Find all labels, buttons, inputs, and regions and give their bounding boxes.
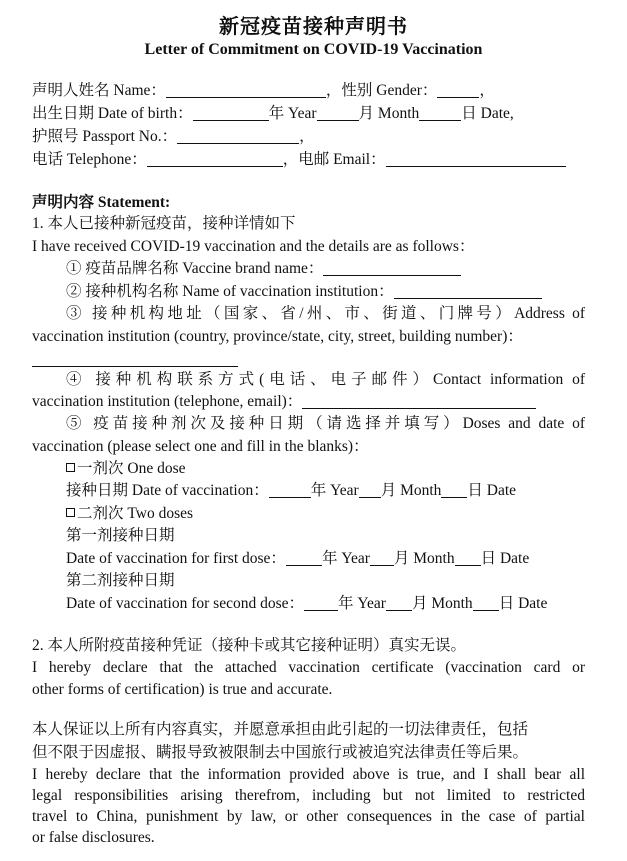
first-dose-day-label: 日 Date xyxy=(480,550,530,567)
address-field[interactable] xyxy=(32,351,238,367)
second-dose-year-field[interactable] xyxy=(304,595,338,611)
one-dose-month-field[interactable] xyxy=(359,482,381,498)
contact-field[interactable] xyxy=(302,393,536,409)
institution-field[interactable] xyxy=(394,283,542,299)
one-dose-checkbox[interactable] xyxy=(66,463,75,472)
first-dose-label: Date of vaccination for first dose： xyxy=(66,550,286,567)
dob-day-field[interactable] xyxy=(419,105,461,121)
one-dose-day-label: 日 Date xyxy=(467,482,517,499)
first-dose-month-label: 月 Month xyxy=(393,550,455,567)
item2-en-line-1: I hereby declare that the attached vaccination certificate (vaccination card or xyxy=(32,659,585,676)
second-dose-date-row xyxy=(66,594,547,614)
first-dose-month-field[interactable] xyxy=(370,550,394,566)
dob-month-label: 月 Month xyxy=(358,105,420,122)
name-label: 声明人姓名 Name： xyxy=(32,82,166,99)
one-dose-month-label: 月 Month xyxy=(380,482,442,499)
dob-row xyxy=(32,104,514,124)
gender-field[interactable] xyxy=(437,82,479,98)
two-doses-label: 二剂次 Two doses xyxy=(77,505,194,522)
name-gender-row xyxy=(32,81,495,101)
contact-line-1: ④ 接种机构联系方式(电话、电子邮件）Contact information of xyxy=(66,371,585,388)
second-dose-cn: 第二剂接种日期 xyxy=(66,572,175,589)
document-title-en: Letter of Commitment on COVID-19 Vaccination xyxy=(144,41,483,58)
dob-year-label: 年 Year xyxy=(268,105,317,122)
guarantee-en-line-3: travel to China, punishment by law, or other consequences in the case of partial xyxy=(32,808,585,825)
second-dose-day-label: 日 Date xyxy=(498,595,548,612)
email-field[interactable] xyxy=(386,151,566,167)
passport-row xyxy=(32,127,315,147)
second-dose-day-field[interactable] xyxy=(473,595,499,611)
second-dose-month-field[interactable] xyxy=(386,595,412,611)
one-dose-row xyxy=(66,459,186,479)
second-dose-year-label: 年 Year xyxy=(338,595,386,612)
contact-row xyxy=(32,150,566,170)
guarantee-cn-line-1: 本人保证以上所有内容真实，并愿意承担由此引起的一切法律责任，包括 xyxy=(32,721,529,738)
one-dose-year-label: 年 Year xyxy=(310,482,359,499)
passport-end: ， xyxy=(299,128,315,145)
guarantee-en-line-1: I hereby declare that the information provided above is true, and I shall bear all xyxy=(32,766,585,783)
dob-month-field[interactable] xyxy=(317,105,359,121)
statement-heading: 声明内容 Statement: xyxy=(32,194,171,211)
first-dose-year-label: 年 Year xyxy=(321,550,370,567)
one-dose-label: 一剂次 One dose xyxy=(77,460,186,477)
two-doses-checkbox[interactable] xyxy=(66,508,75,517)
one-dose-date-row xyxy=(66,481,516,501)
item1-en: I have received COVID-19 vaccination and the details are as follows： xyxy=(32,238,475,255)
second-dose-label: Date of vaccination for second dose： xyxy=(66,595,305,612)
doses-line-1: ⑤ 疫苗接种剂次及接种日期（请选择并填写）Doses and date of xyxy=(66,415,585,432)
first-dose-cn: 第一剂接种日期 xyxy=(66,527,175,544)
document-title-cn: 新冠疫苗接种声明书 xyxy=(219,14,408,38)
one-dose-year-field[interactable] xyxy=(269,482,311,498)
first-dose-year-field[interactable] xyxy=(286,550,322,566)
email-label: ，电邮 Email： xyxy=(282,151,386,168)
address-line-1: ③ 接种机构地址（国家、省/州、市、街道、门牌号）Address of xyxy=(66,305,585,322)
phone-label: 电话 Telephone： xyxy=(32,151,147,168)
dob-day-label: 日 Date, xyxy=(461,105,514,122)
doses-line-2: vaccination (please select one and fill in the blanks)： xyxy=(32,438,369,455)
address-line-2: vaccination institution (country, province/state, city, street, building number)： xyxy=(32,328,523,345)
guarantee-en-line-4: or false disclosures. xyxy=(32,829,155,846)
address-row xyxy=(32,350,238,370)
passport-label: 护照号 Passport No.： xyxy=(32,128,178,145)
dob-label: 出生日期 Date of birth： xyxy=(32,105,193,122)
dob-year-field[interactable] xyxy=(193,105,269,121)
guarantee-en-line-2: legal responsibilities arising therefrom, including but not limited to restricted xyxy=(32,787,585,804)
gender-label: ，性别 Gender： xyxy=(325,82,438,99)
item2-cn: 2. 本人所附疫苗接种凭证（接种卡或其它接种证明）真实无误。 xyxy=(32,637,467,654)
item1-cn: 1. 本人已接种新冠疫苗，接种详情如下 xyxy=(32,215,296,232)
one-dose-day-field[interactable] xyxy=(441,482,467,498)
institution-row xyxy=(66,282,542,302)
contact-line-2: vaccination institution (telephone, email)： xyxy=(32,393,303,410)
gender-end: ， xyxy=(479,82,495,99)
passport-field[interactable] xyxy=(177,128,299,144)
phone-field[interactable] xyxy=(147,151,283,167)
institution-label: ② 接种机构名称 Name of vaccination institution： xyxy=(66,283,394,300)
brand-label: ① 疫苗品牌名称 Vaccine brand name： xyxy=(66,260,324,277)
guarantee-cn-line-2: 但不限于因虚报、瞒报导致被限制去中国旅行或被追究法律责任等后果。 xyxy=(32,744,529,761)
brand-row xyxy=(66,259,461,279)
vacc-date-label: 接种日期 Date of vaccination： xyxy=(66,482,269,499)
two-doses-row xyxy=(66,504,193,524)
contact-line-2-row xyxy=(32,392,536,412)
brand-field[interactable] xyxy=(323,260,461,276)
first-dose-date-row xyxy=(66,549,529,569)
second-dose-month-label: 月 Month xyxy=(411,595,473,612)
name-field[interactable] xyxy=(166,82,326,98)
first-dose-day-field[interactable] xyxy=(455,550,481,566)
item2-en-line-2: other forms of certification) is true and accurate. xyxy=(32,681,333,698)
